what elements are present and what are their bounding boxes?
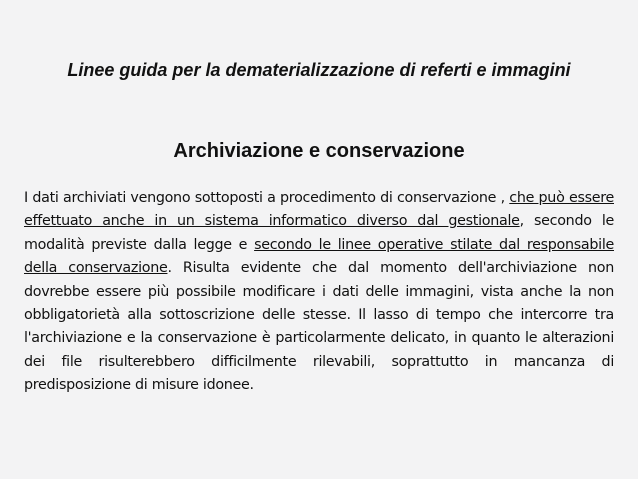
section-heading: Archiviazione e conservazione	[173, 140, 465, 162]
paragraph-segment-2-underlined: che può essere effettuato anche in un sistema informatico diverso dal gestionale	[24, 190, 614, 230]
paragraph-segment-5: . Risulta evidente che dal momento dell'archiviazione non dovrebbe essere più possibile modificare i dati delle immagini, vista anche la non obbligatorietà alla sottoscrizione delle stesse. Il lasso di tempo che intercorre tra l'archiviazione e la conservazione è particolarmente delicato, in quanto le alterazioni dei file risulterebbero difficilmente rilevabili, soprattutto in mancanza di predisposizione di misure idonee.	[24, 260, 614, 394]
paragraph-segment-4-underlined: secondo le linee operative stilate dal responsabile della conservazione	[24, 236, 614, 277]
body-paragraph	[24, 187, 614, 398]
paragraph-segment-3: , secondo le modalità previste dalla legge e	[24, 213, 614, 253]
slide-title: Linee guida per la dematerializzazione di referti e immagini	[67, 60, 571, 80]
paragraph-segment-1: I dati archiviati vengono sottoposti a procedimento di conservazione ,	[24, 190, 510, 206]
